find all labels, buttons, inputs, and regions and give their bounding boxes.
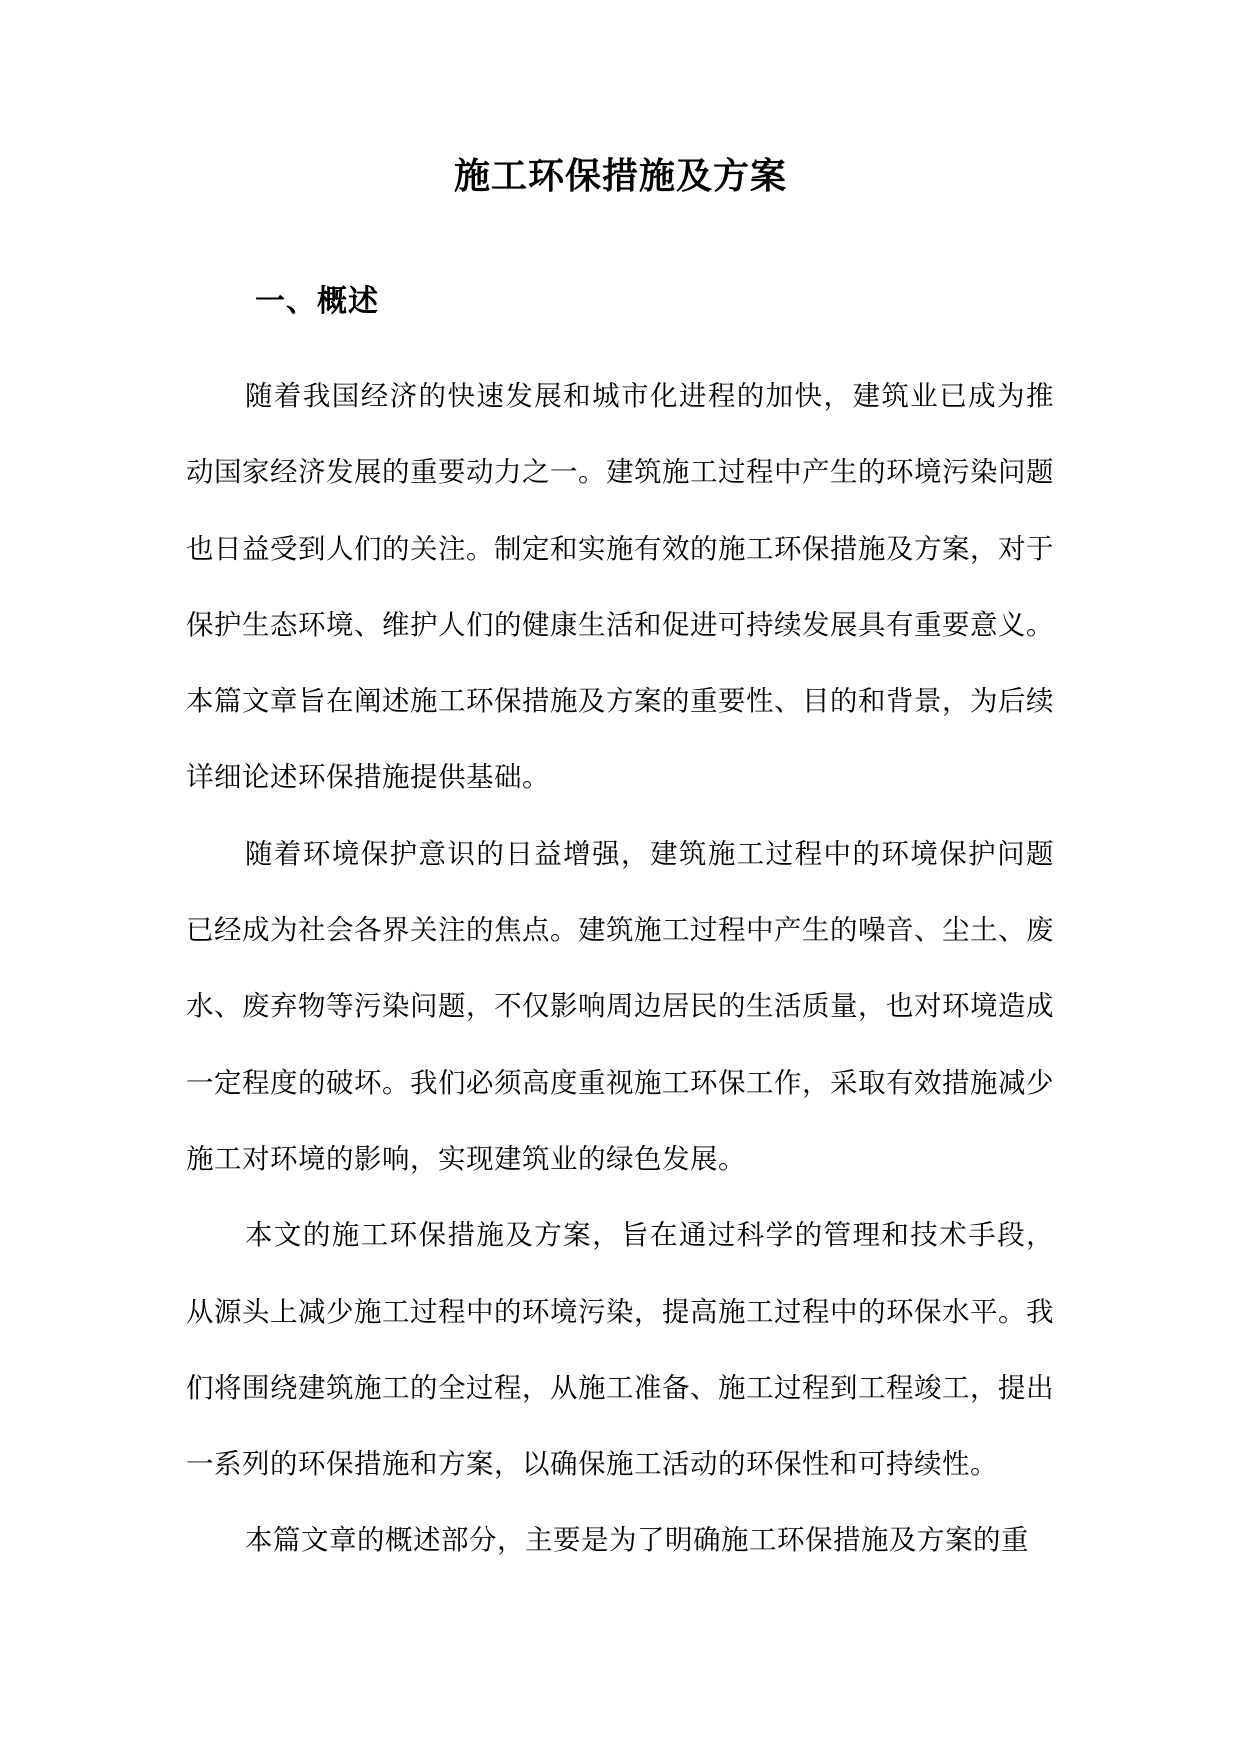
section-heading-overview: 一、概述: [255, 284, 379, 319]
document-title: 施工环保措施及方案: [453, 155, 787, 197]
paragraph-4: 本篇文章的概述部分，主要是为了明确施工环保措施及方案的重: [245, 1524, 1029, 1557]
paragraph-1: 随着我国经济的快速发展和城市化进程的加快，建筑业已成为推动国家经济发展的重要动力之一。建筑施工过程中产生的环境污染问题也日益受到人们的关注。制定和实施有效的施工环保措施及方案，对于保护生态环境、维护人们的健康生活和促进可持续发展具有重要意义。本篇文章旨在阐述施工环保措施及方案的重要性、目的和背景，为后续详细论述环保措施提供基础。: [186, 380, 1054, 794]
document-body: [186, 358, 1054, 1579]
paragraph-3: 本文的施工环保措施及方案，旨在通过科学的管理和技术手段，从源头上减少施工过程中的环境污染，提高施工过程中的环保水平。我们将围绕建筑施工的全过程，从施工准备、施工过程到工程竣工，提出一系列的环保措施和方案，以确保施工活动的环保性和可持续性。: [186, 1219, 1054, 1481]
paragraph-2: 随着环境保护意识的日益增强，建筑施工过程中的环境保护问题已经成为社会各界关注的焦点。建筑施工过程中产生的噪音、尘土、废水、废弃物等污染问题，不仅影响周边居民的生活质量，也对环境造成一定程度的破坏。我们必须高度重视施工环保工作，采取有效措施减少施工对环境的影响，实现建筑业的绿色发展。: [186, 837, 1054, 1175]
